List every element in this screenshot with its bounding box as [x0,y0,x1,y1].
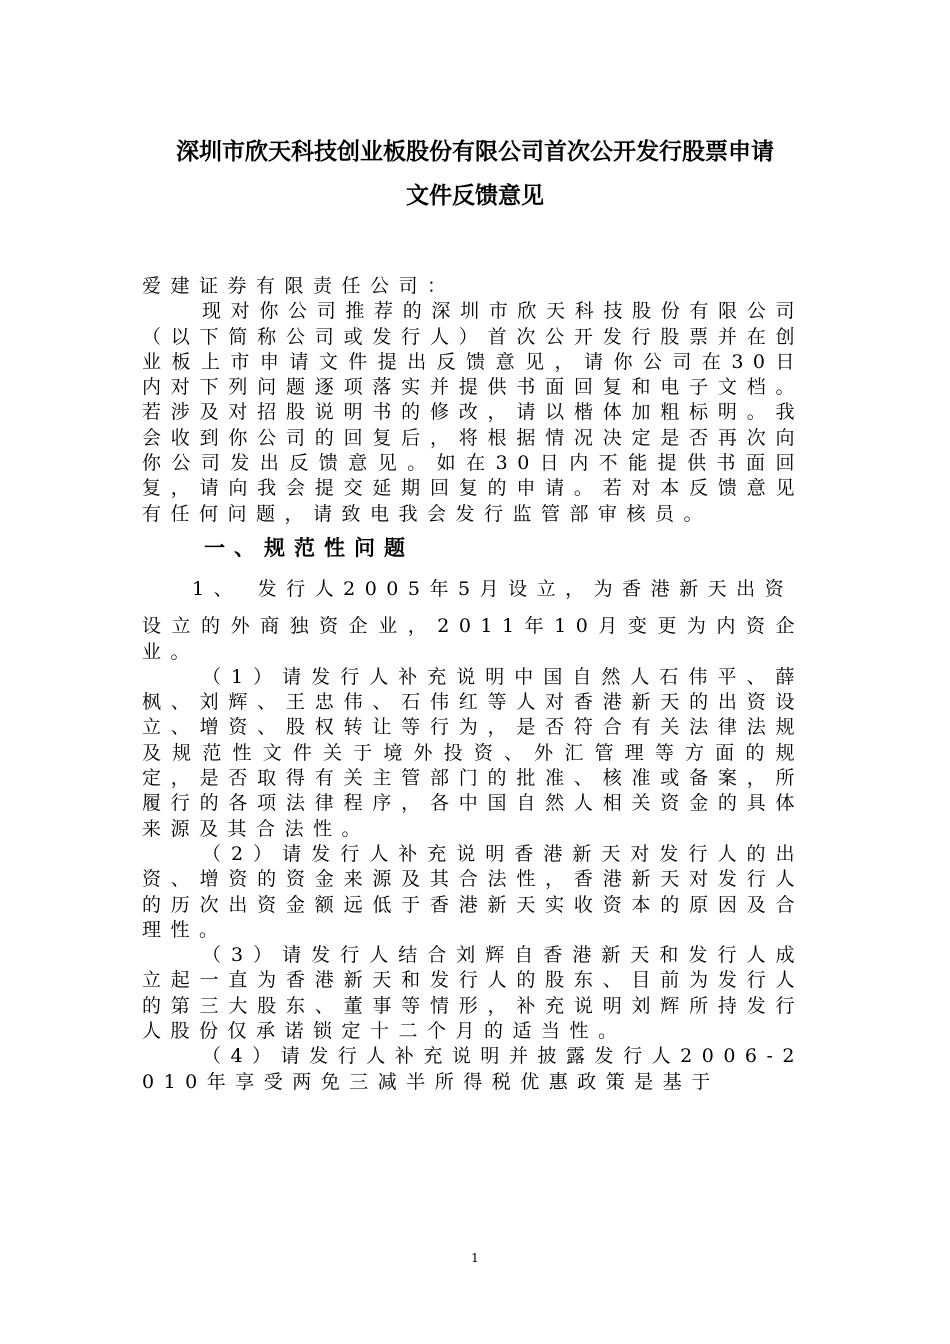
document-title-line-2: 文件反馈意见 [406,183,544,209]
document-body [142,274,804,1095]
question-1-sub-4: （4）请发行人补充说明并披露发行人2006-2010年享受两免三减半所得税优惠政策是基于 [142,1045,804,1093]
page-number: 1 [471,1251,479,1265]
question-1-first-line: 1、 发行人2005年5月设立，为香港新天出资 [192,577,794,600]
salutation: 爱建证券有限责任公司： [142,275,456,297]
intro-paragraph: 现对你公司推荐的深圳市欣天科技股份有限公司（以下简称公司或发行人）首次公开发行股票并在创业板上市申请文件提出反馈意见，请你公司在30日内对下列问题逐项落实并提供书面回复和电子文档。若涉及对招股说明书的修改，请以楷体加粗标明。我会收到你公司的回复后，将根据情况决定是否再次向你公司发出反馈意见。如在30日内不能提供书面回复，请向我会提交延期回复的申请。若对本反馈意见有任何问题，请致电我会发行监管部审核员。 [142,300,804,525]
question-1-sub-2: （2）请发行人补充说明香港新天对发行人的出资、增资的资金来源及其合法性，香港新天对发行人的历次出资金额远低于香港新天实收资本的原因及合理性。 [142,842,804,941]
section-heading: 一、规范性问题 [204,535,414,560]
question-1-sub-3: （3）请发行人结合刘辉自香港新天和发行人成立起一直为香港新天和发行人的股东、目前为发行人的第三大股东、董事等情形，补充说明刘辉所持发行人股份仅承诺锁定十二个月的适当性。 [142,944,804,1043]
question-1-continuation: 设立的外商独资企业，2011年10月变更为内资企业。 [142,615,804,663]
question-1-sub-1: （1）请发行人补充说明中国自然人石伟平、薛枫、刘辉、王忠伟、石伟红等人对香港新天的出资设立、增资、股权转让等行为，是否符合有关法律法规及规范性文件关于境外投资、外汇管理等方面的规定，是否取得有关主管部门的批准、核准或备案，所履行的各项法律程序，各中国自然人相关资金的具体来源及其合法性。 [142,665,804,840]
document-title-line-1: 深圳市欣天科技创业板股份有限公司首次公开发行股票申请 [176,139,774,165]
